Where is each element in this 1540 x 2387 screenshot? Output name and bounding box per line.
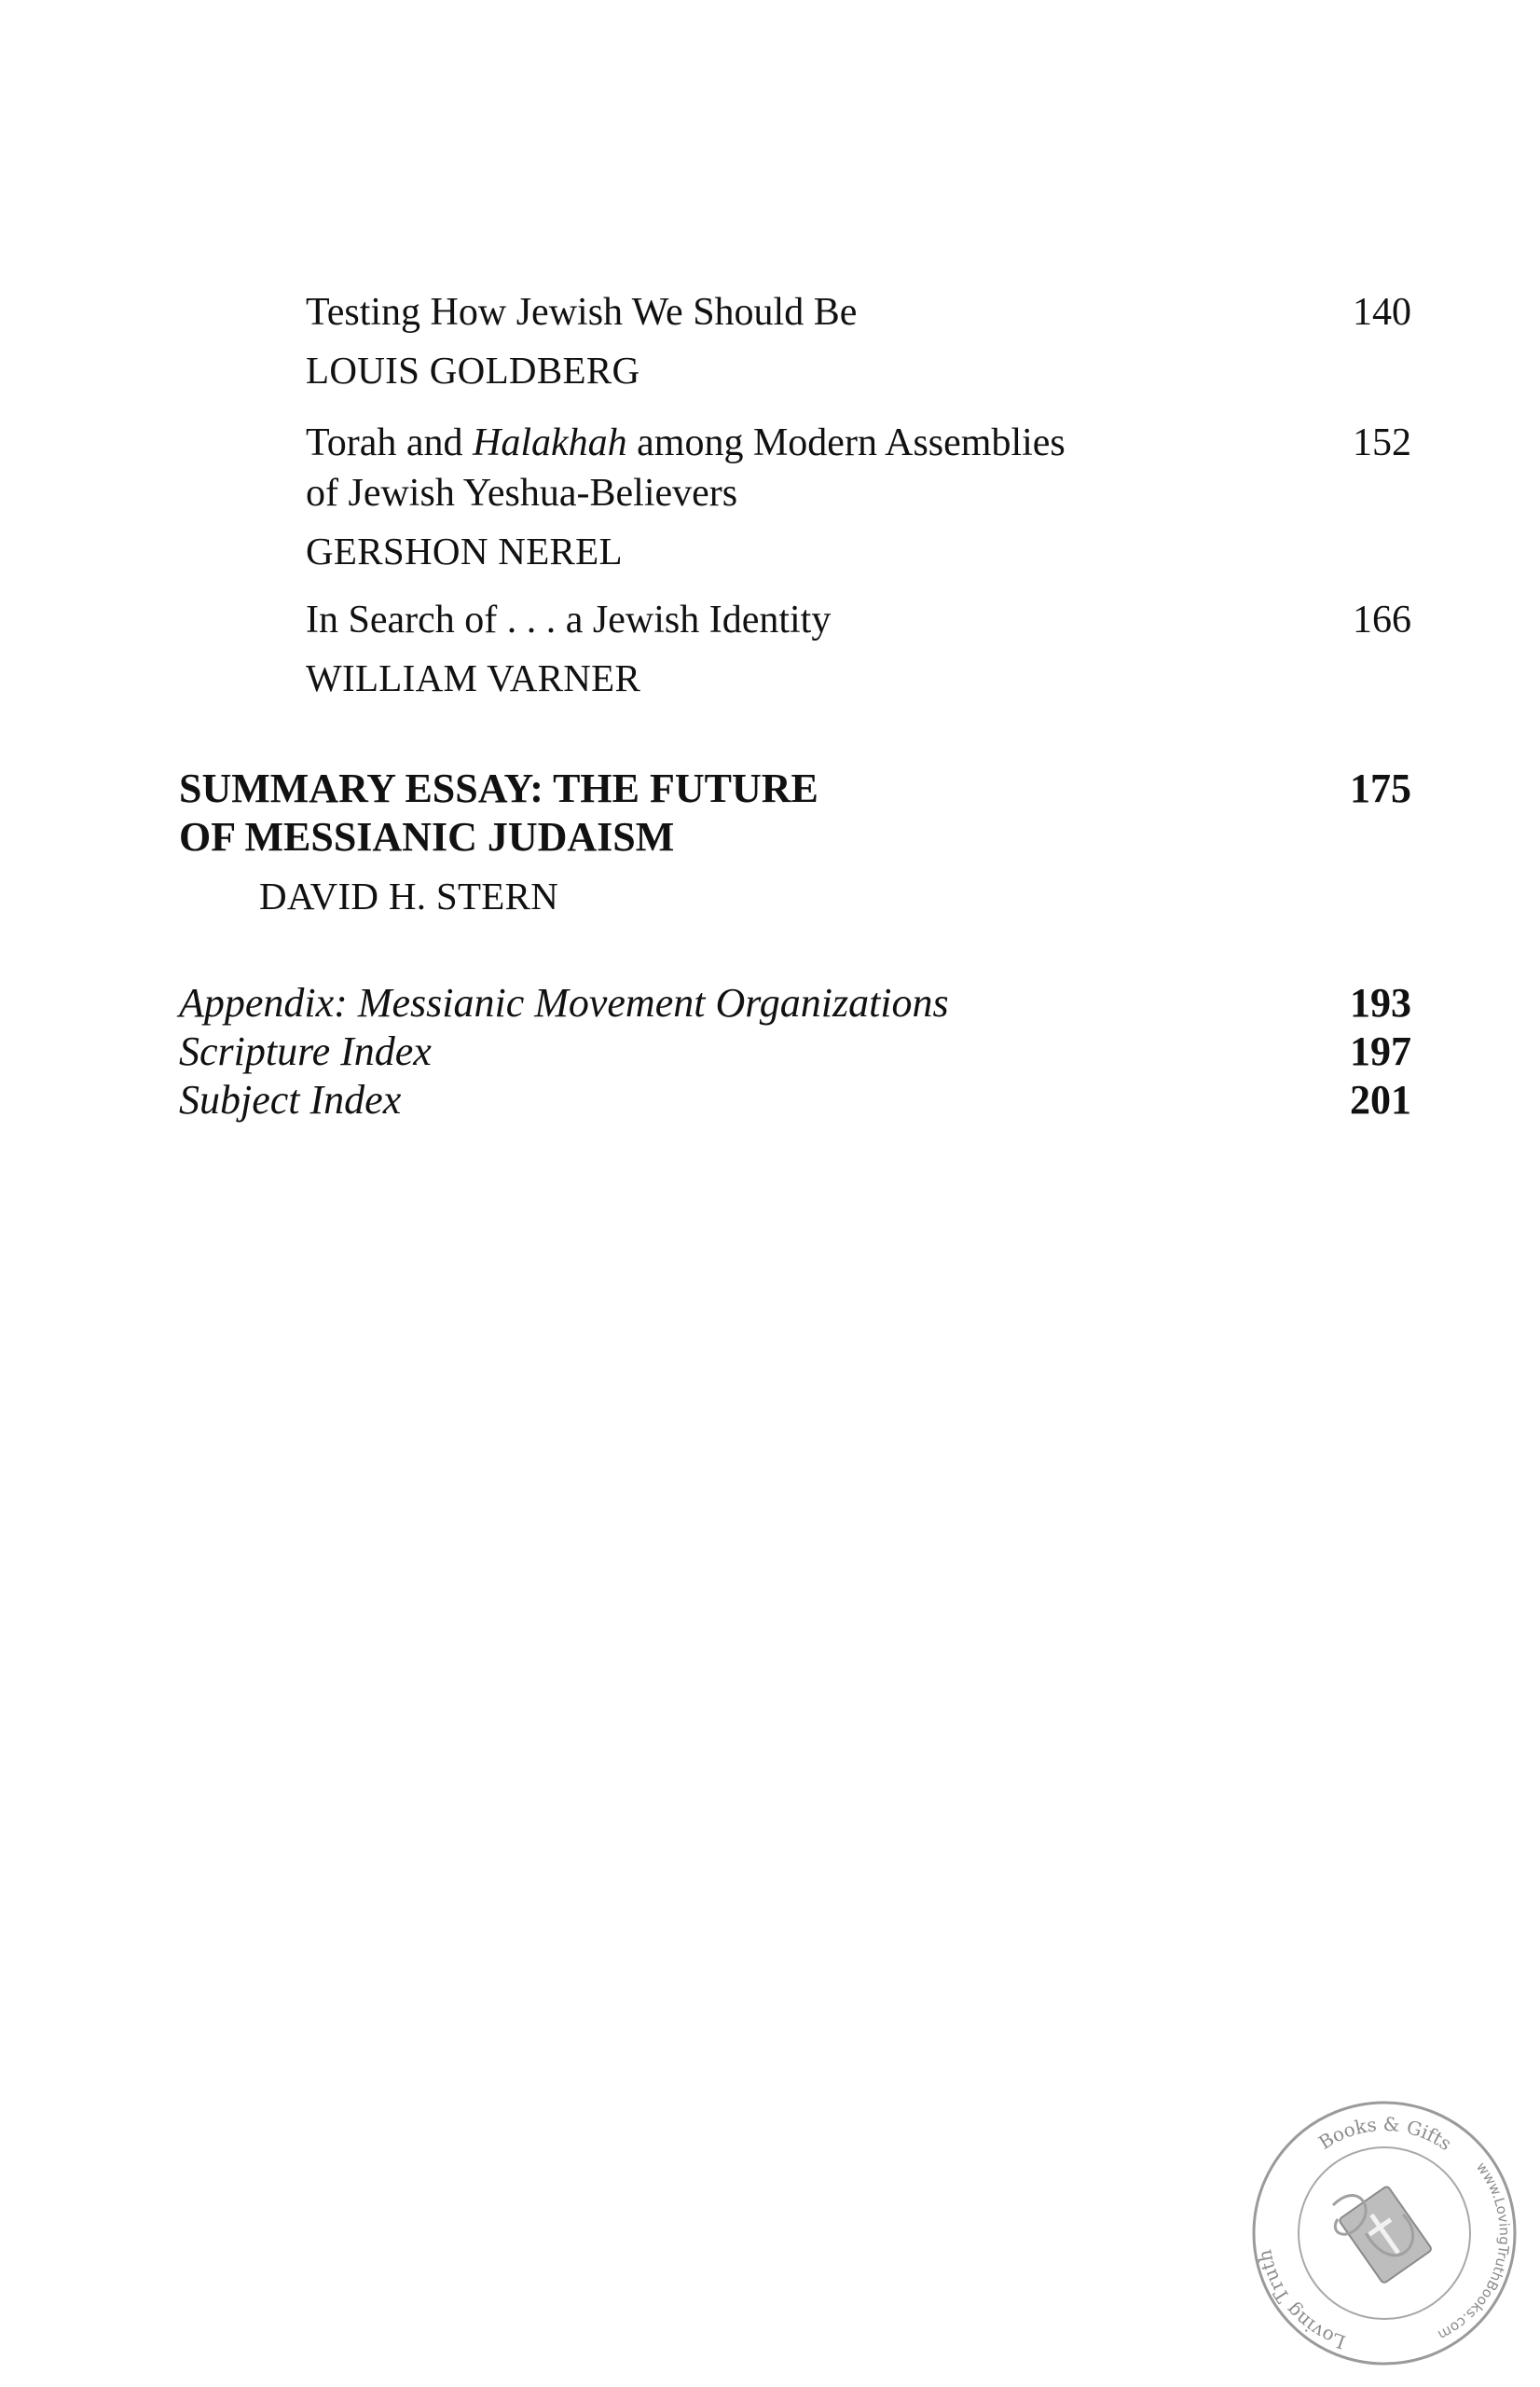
toc-summary-page-number: 175 [1350,766,1411,811]
stamp-text-right: www.LovingTruthBooks.com [1435,2159,1513,2344]
toc-entry-row [306,287,1411,338]
toc-entry-author: LOUIS GOLDBERG [306,349,640,392]
toc-entry-title-part: among Modern Assemblies [626,421,1066,464]
toc-summary-title-line: OF MESSIANIC JUDAISM [179,814,675,860]
toc-summary-essay [179,765,1411,921]
toc-entry-page-number: 152 [1353,421,1411,464]
toc-summary-title [179,765,1111,862]
toc-back-matter-page-number: 193 [1350,980,1411,1026]
toc-entry-title: In Search of . . . a Jewish Identity [306,599,832,642]
toc-back-matter-row [179,1028,1411,1076]
toc-entry [306,287,1411,395]
toc-entry-row [306,595,1411,645]
toc-entry-title-part: Torah and [306,421,473,464]
toc-entry-page-number: 166 [1353,599,1411,642]
toc-entry-title-italic: Halakhah [473,421,627,464]
toc-entry-page-number: 140 [1353,291,1411,334]
toc-back-matter-row [179,979,1411,1028]
toc-back-matter-title: Scripture Index [179,1028,432,1074]
toc-back-matter-row [179,1076,1411,1125]
toc-summary-title-line: SUMMARY ESSAY: THE FUTURE [179,766,818,811]
toc-summary-author: DAVID H. STERN [259,875,559,918]
toc-back-matter [179,979,1411,1125]
stamp-text-left: Loving Truth [1253,2247,1349,2354]
toc-entry [306,418,1411,576]
toc-entry-title [306,418,1238,518]
toc-back-matter-page-number: 201 [1350,1077,1411,1123]
toc-entry-author: GERSHON NEREL [306,530,623,573]
toc-entry [306,595,1411,703]
toc-back-matter-title: Subject Index [179,1077,402,1123]
book-icon [1339,2186,1433,2284]
toc-summary-row [179,765,1411,862]
toc-entry-title-part: of Jewish Yeshua-Believers [306,472,738,515]
stamp-text-top: Books & Gifts [1314,2112,1456,2156]
toc-entry-author: WILLIAM VARNER [306,656,641,699]
toc-back-matter-title: Appendix: Messianic Movement Organizations [179,980,949,1026]
toc-entry-title: Testing How Jewish We Should Be [306,291,858,334]
toc-back-matter-page-number: 197 [1350,1028,1411,1074]
watermark-stamp [1244,2093,1524,2373]
toc-entry-row [306,418,1411,518]
